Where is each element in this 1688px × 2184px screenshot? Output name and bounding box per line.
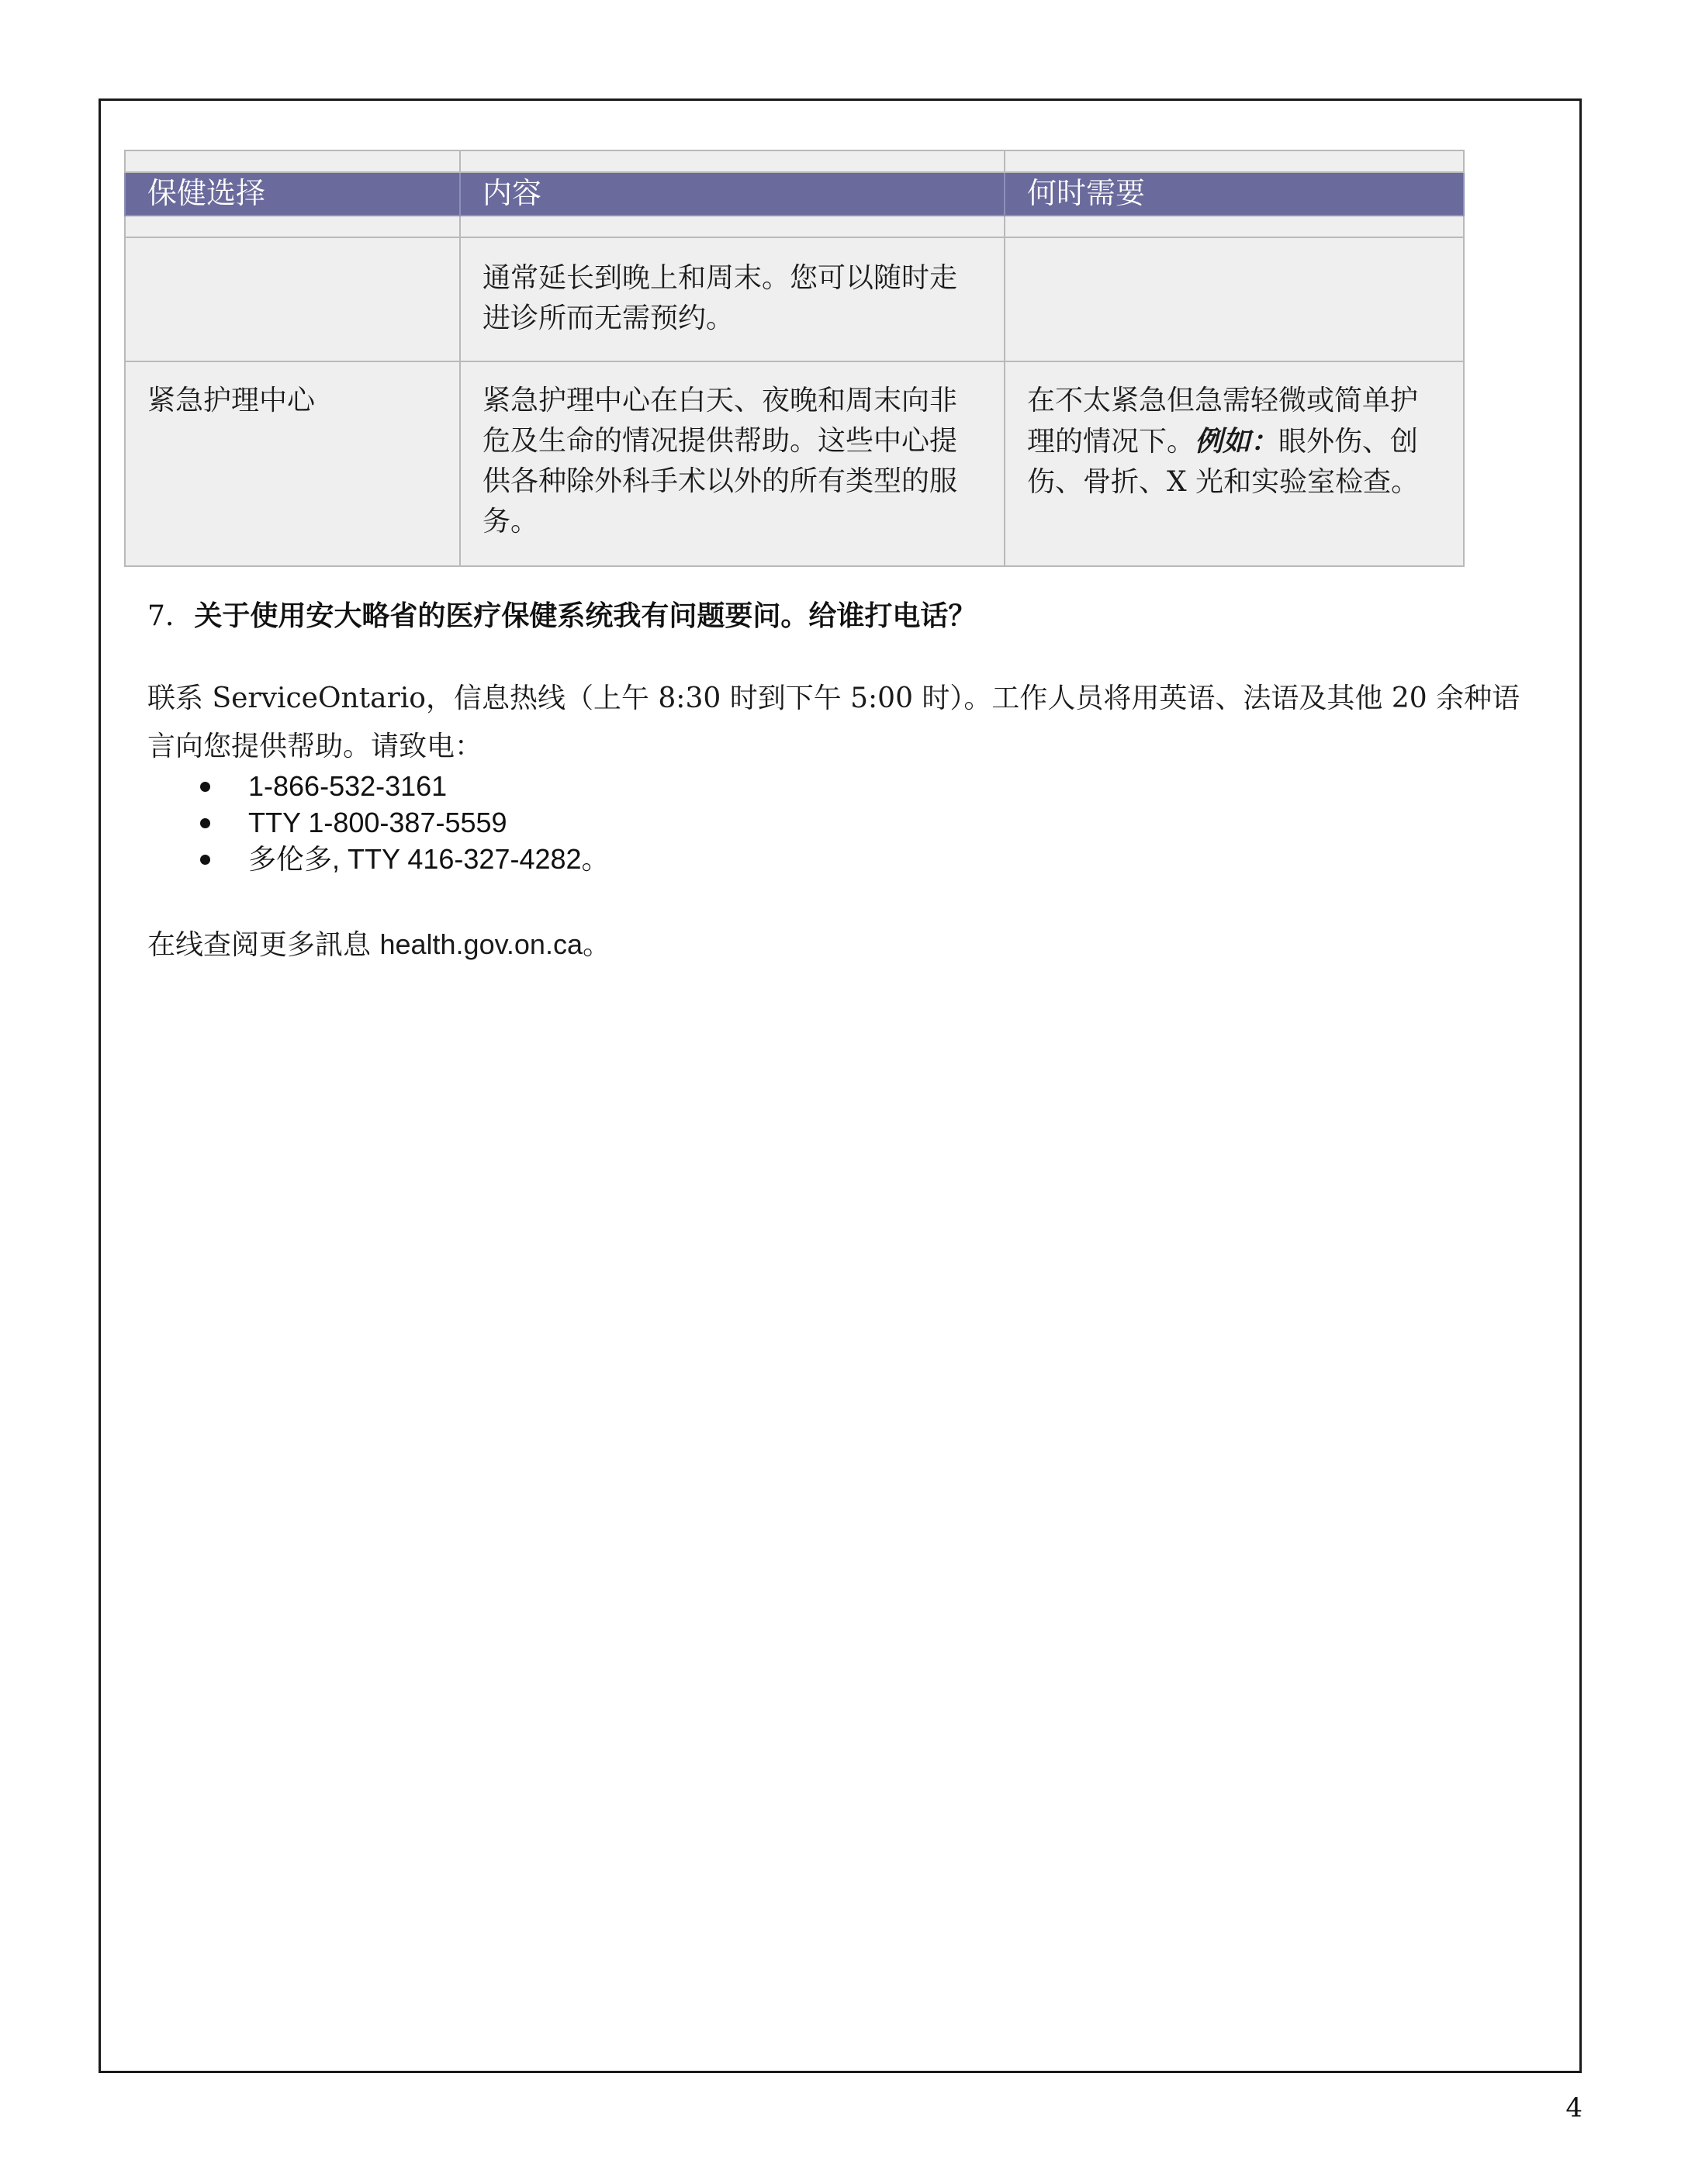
header-cell-when: 何时需要 [1005, 172, 1464, 216]
cell-option [125, 237, 460, 361]
cell-content: 通常延长到晚上和周末。您可以随时走进诊所而无需预约。 [460, 237, 1005, 361]
care-options-table [124, 150, 1465, 567]
phone-list [147, 768, 610, 877]
bullet-icon [200, 782, 210, 792]
table-top-spacer [125, 150, 1464, 172]
cell-option: 紧急护理中心 [125, 361, 460, 566]
cell-when [1005, 237, 1464, 361]
list-item: TTY 1-800-387-5559 [147, 804, 610, 841]
header-cell-option: 保健选择 [125, 172, 460, 216]
online-info: 在线查阅更多訊息 health.gov.on.ca。 [147, 928, 611, 961]
cell-content: 紧急护理中心在白天、夜晚和周末向非危及生命的情况提供帮助。这些中心提供各种除外科手术以外的所有类型的服务。 [460, 361, 1005, 566]
bullet-icon [200, 818, 210, 828]
list-item: 多伦多, TTY 416-327-4282。 [147, 841, 610, 877]
question-number: 7. [147, 600, 175, 632]
bullet-icon [200, 855, 210, 865]
table-header-spacer [125, 216, 1464, 237]
question-text: 关于使用安大略省的医疗保健系统我有问题要问。给谁打电话？ [194, 600, 977, 632]
question-heading [147, 596, 976, 637]
cell-when: 在不太紧急但急需轻微或简单护理的情况下。例如：眼外伤、创伤、骨折、X 光和实验室检查。 [1005, 361, 1464, 566]
website-link[interactable]: health.gov.on.ca [379, 928, 583, 960]
contact-paragraph: 联系 ServiceOntario，信息热线（上午 8:30 时到下午 5:00 时）。工作人员将用英语、法语及其他 20 余种语言向您提供帮助。请致电： [147, 682, 1520, 762]
example-label: 例如： [1195, 425, 1279, 458]
table-row [125, 237, 1464, 361]
table-header-row [125, 172, 1464, 216]
header-cell-content: 内容 [460, 172, 1005, 216]
table-row [125, 361, 1464, 566]
list-item: 1-866-532-3161 [147, 768, 610, 804]
page-number: 4 [1565, 2092, 1582, 2124]
